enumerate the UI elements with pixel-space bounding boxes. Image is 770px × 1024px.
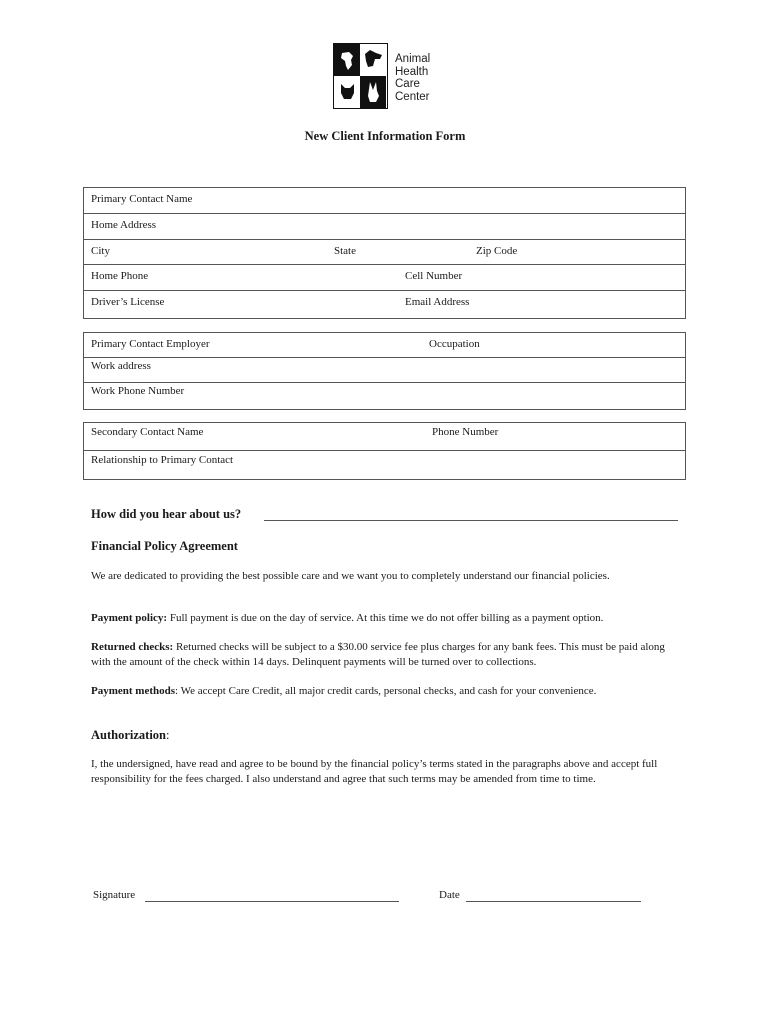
authorization-heading	[91, 728, 169, 743]
primary-contact-name-field[interactable]	[84, 188, 685, 214]
authorization-text: I, the undersigned, have read and agree to be bound by the financial policy’s terms stated in the paragraphs above and accept full responsibility for the fees charged. I also understand and agree that such terms may be amended from time to time.	[91, 758, 658, 785]
field-label: Primary Contact Name	[91, 193, 193, 205]
returned-checks-paragraph	[91, 640, 681, 670]
financial-policy-heading: Financial Policy Agreement	[91, 539, 238, 553]
payment-methods-label: Payment methods	[91, 685, 176, 697]
logo-line: Care	[395, 78, 420, 90]
logo-line: Center	[395, 90, 430, 103]
secondary-name-phone-row[interactable]	[84, 423, 685, 451]
logo-grid	[333, 43, 388, 109]
date-label: Date	[439, 889, 460, 901]
cat-head-icon	[334, 76, 360, 108]
field-label: City	[91, 245, 110, 257]
logo-line: Health	[395, 65, 429, 78]
field-label: State	[334, 245, 356, 257]
field-label: Driver’s License	[91, 296, 165, 308]
payment-methods-paragraph	[91, 684, 681, 699]
logo-line: Animal	[395, 53, 431, 65]
payment-policy-label: Payment policy:	[91, 612, 168, 624]
field-label: Work address	[91, 360, 151, 372]
referral-answer-line[interactable]	[264, 520, 678, 521]
clinic-logo	[333, 43, 443, 109]
work-address-field[interactable]	[84, 358, 685, 383]
authorization-heading-text: Authorization	[91, 728, 166, 742]
field-label: Primary Contact Employer	[91, 338, 210, 350]
payment-methods-text: : We accept Care Credit, all major credit cards, personal checks, and cash for your convenience.	[175, 685, 597, 697]
field-label: Zip Code	[476, 245, 518, 257]
returned-checks-text: Returned checks will be subject to a $30.00 service fee plus charges for any bank fees. This must be paid along with the amount of the check within 14 days. Delinquent payments will be turned over to collections.	[91, 641, 665, 668]
employer-occupation-row[interactable]	[84, 333, 685, 358]
primary-contact-box	[83, 187, 686, 319]
city-state-zip-row[interactable]	[84, 240, 685, 265]
license-email-row[interactable]	[84, 291, 685, 318]
form-title: New Client Information Form	[304, 129, 466, 143]
field-label: Phone Number	[432, 426, 499, 438]
referral-question: How did you hear about us?	[91, 507, 242, 521]
payment-policy-text: Full payment is due on the day of service. At this time we do not offer billing as a payment option.	[167, 612, 604, 624]
field-label: Work Phone Number	[91, 385, 185, 397]
field-label: Relationship to Primary Contact	[91, 454, 234, 466]
authorization-heading-colon: :	[166, 728, 170, 742]
field-label: Home Phone	[91, 270, 149, 282]
field-label: Secondary Contact Name	[91, 426, 204, 438]
field-label: Cell Number	[405, 270, 463, 282]
secondary-contact-box	[83, 422, 686, 480]
field-label: Occupation	[429, 338, 480, 350]
returned-checks-label: Returned checks:	[91, 641, 174, 653]
date-line[interactable]	[466, 901, 641, 902]
payment-policy-paragraph	[91, 611, 681, 626]
home-address-field[interactable]	[84, 214, 685, 240]
rabbit-icon	[360, 76, 386, 108]
work-phone-field[interactable]	[84, 383, 685, 409]
field-label: Email Address	[405, 296, 470, 308]
dog-head-icon	[360, 44, 386, 76]
signature-line[interactable]	[145, 901, 399, 902]
phone-row[interactable]	[84, 265, 685, 291]
employer-box	[83, 332, 686, 410]
field-label: Home Address	[91, 219, 157, 231]
signature-label: Signature	[93, 889, 136, 901]
africa-icon	[334, 44, 360, 76]
relationship-field[interactable]	[84, 451, 685, 479]
logo-wordmark	[395, 53, 430, 103]
financial-intro: We are dedicated to providing the best possible care and we want you to completely understand our financial policies.	[91, 570, 610, 582]
